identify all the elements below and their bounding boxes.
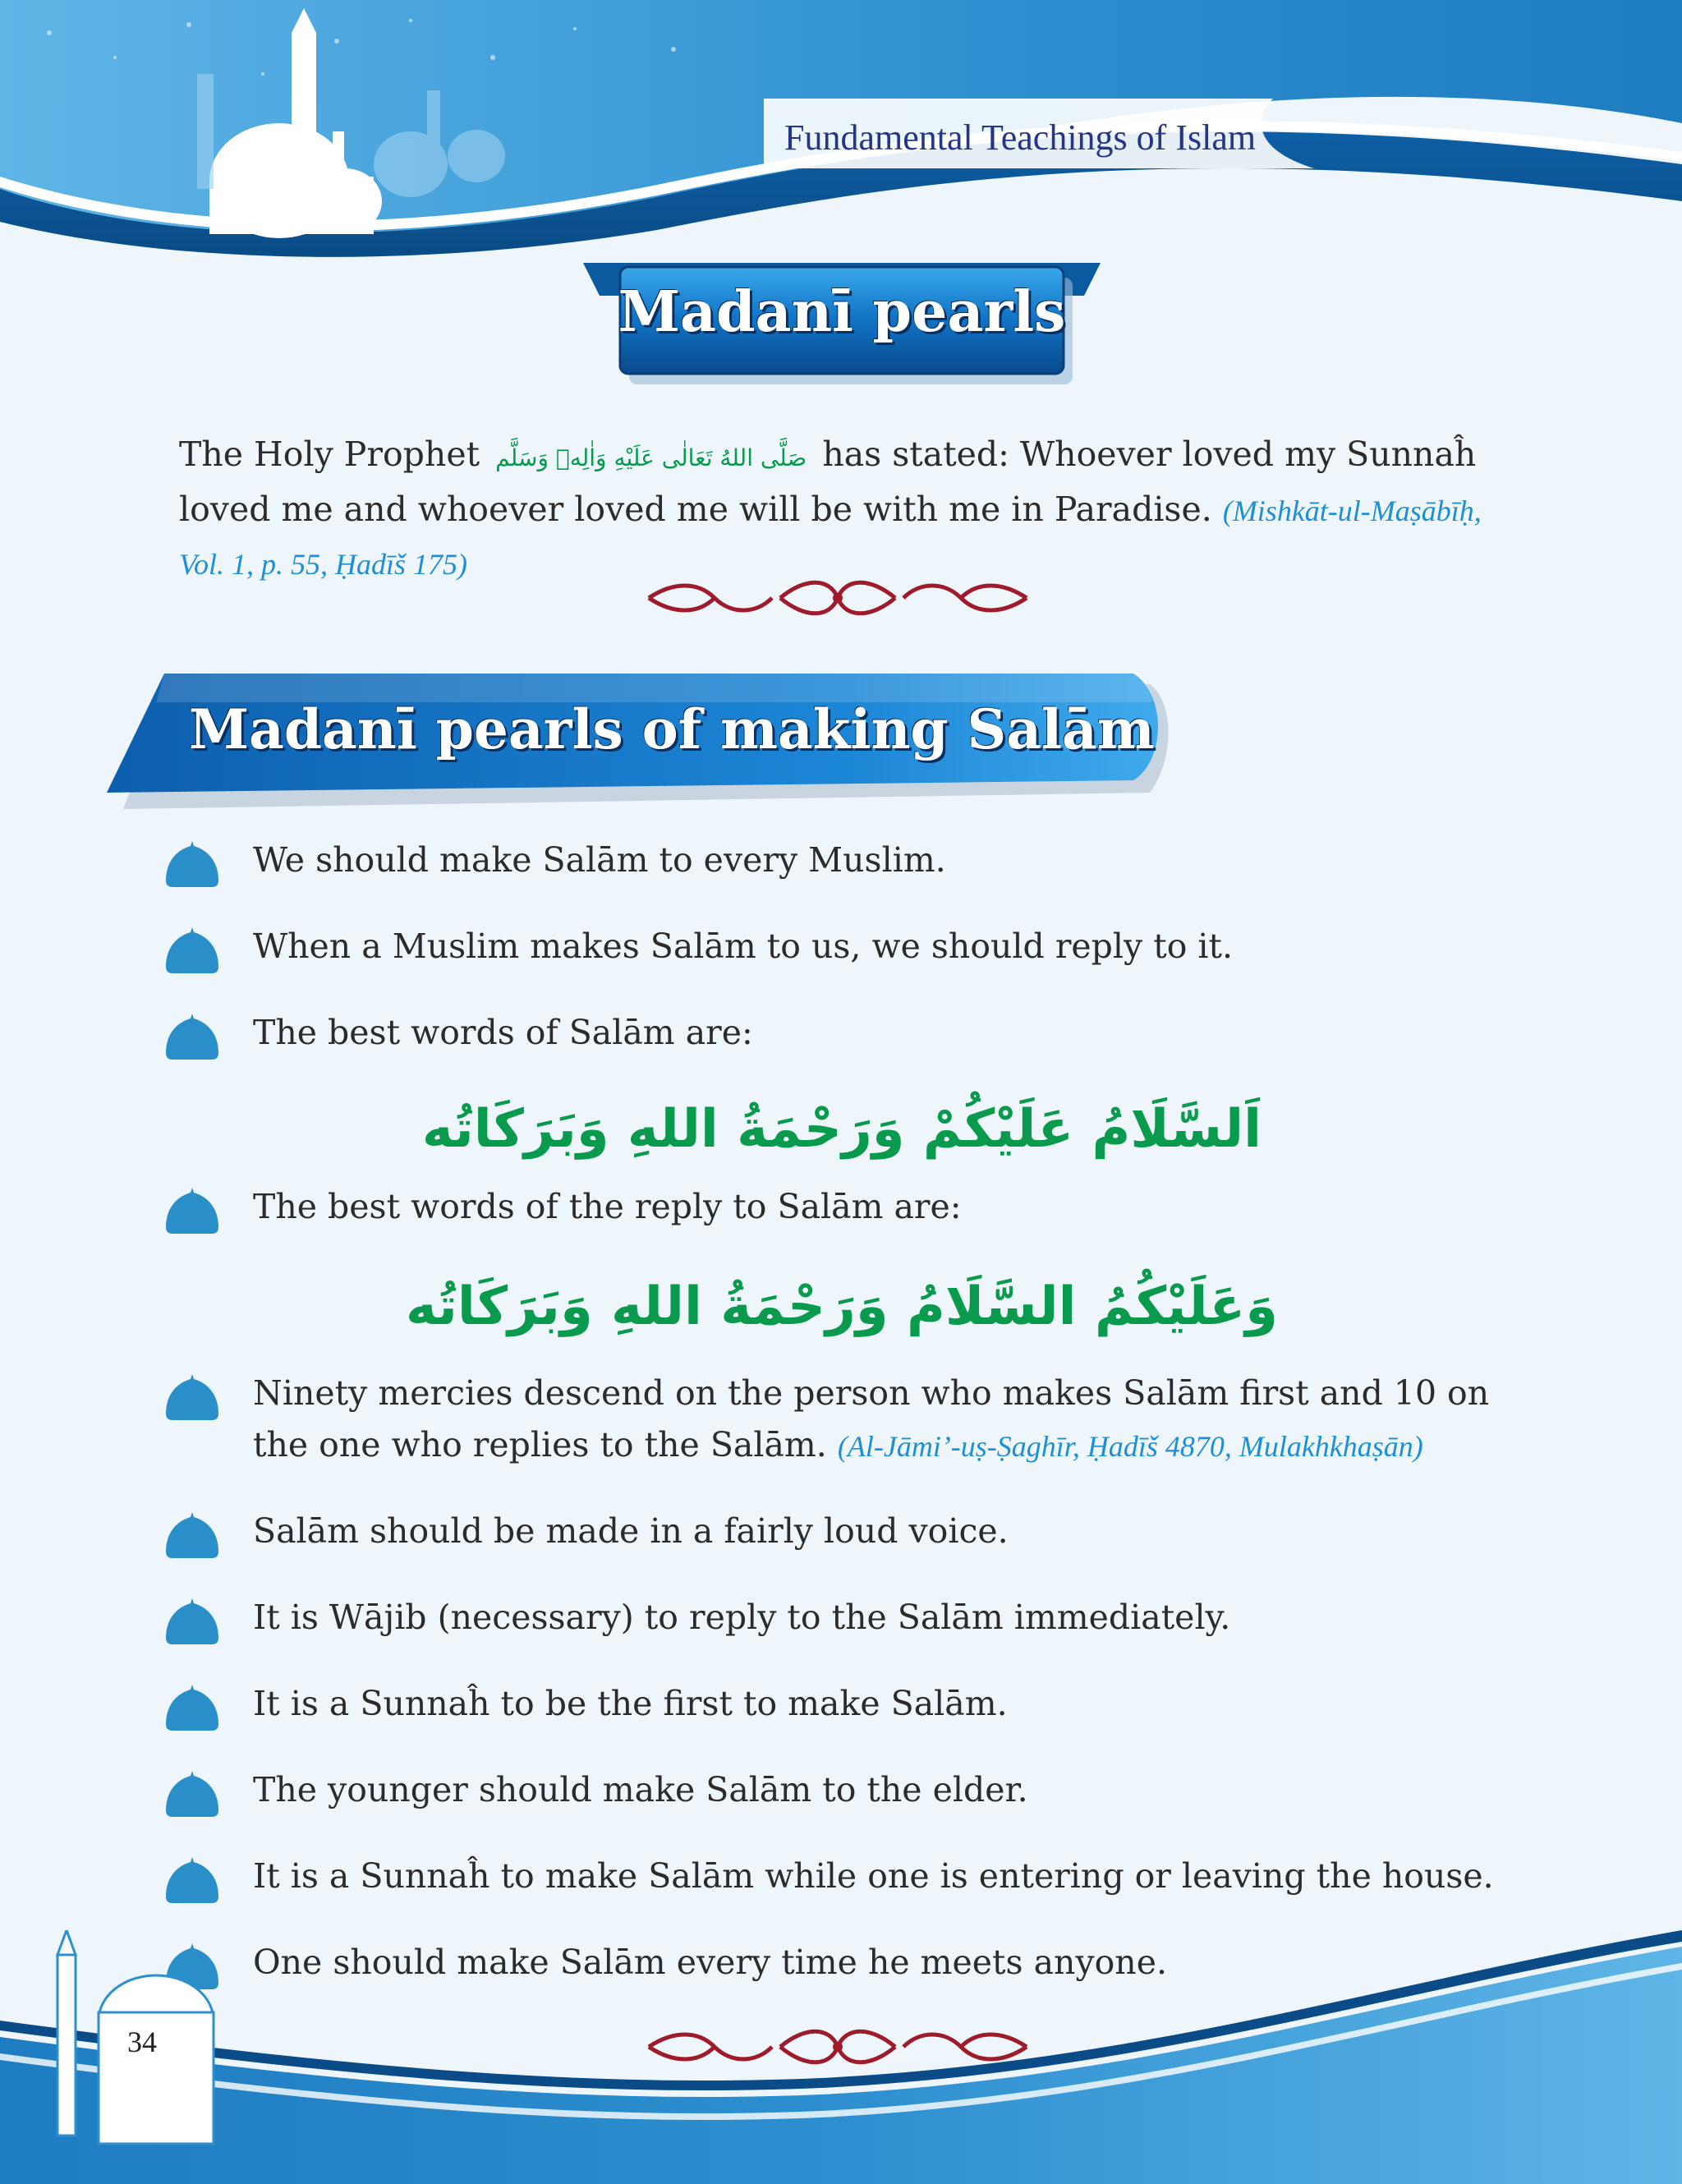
dome-bullet-icon [164,1510,220,1560]
list-item-body: Ninety mercies descend on the person who makes Salām first and 10 on the one who replies to the Salām. [253,1373,1490,1464]
list-item-reference: (Al-Jāmi’-uṣ-Ṣaghīr, Ḥadīš 4870, Mulakhkhaṣān) [837,1430,1423,1463]
floral-divider-icon [641,2022,1035,2071]
dome-bullet-icon [164,1186,220,1235]
intro-text-end: has stated: Whoever loved my Sunnaĥ loved me and whoever loved me will be with me in Paradise. [179,435,1477,529]
intro-text-start: The Holy Prophet [179,435,480,474]
arabic-salam-greeting: اَلسَّلَامُ عَلَيْكُمْ وَرَحْمَةُ اللهِ وَبَرَكَاتُه [421,1099,1262,1160]
arabic-salam-reply: وَعَلَيْكُمُ السَّلَامُ وَرَحْمَةُ اللهِ وَبَرَكَاتُه [406,1276,1278,1337]
section-title: Madanī pearls [618,279,1066,345]
list-item-text: When a Muslim makes Salām to us, we should reply to it. [253,926,1234,966]
list-item-text: It is a Sunnaĥ to be the first to make Salām. [253,1684,1008,1723]
list-item-text: Salām should be made in a fairly loud voice. [253,1511,1009,1551]
section-title: Madanī pearls of making Salām [189,697,1155,761]
list-item-text: The younger should make Salām to the elder. [253,1770,1028,1809]
list-item-text: It is a Sunnaĥ to make Salām while one is entering or leaving the house. [253,1856,1494,1896]
dome-bullet-icon [164,1372,220,1422]
list-item-text: It is Wājib (necessary) to reply to the Salām immediately. [253,1598,1231,1637]
dome-bullet-icon [164,1683,220,1732]
dome-bullet-icon [164,1012,220,1061]
list-item-text: One should make Salām every time he meets anyone. [253,1943,1168,1982]
list-item-text [253,1368,1534,1473]
intro-reference: (Mishkāt-ul-Maṣābīḥ, Vol. 1, p. 55, Ḥadīš 175) [179,494,1482,581]
page-number: 34 [127,2025,157,2058]
book-title: Fundamental Teachings of Islam [784,117,1257,158]
honorific-arabic: صَلَّى اللهُ تَعَالٰى عَلَيْهِ وَاٰلِهٖ وَسَلَّم [495,444,807,471]
dome-bullet-icon [164,926,220,975]
dome-bullet-icon [164,1597,220,1646]
floral-divider-icon [641,573,1035,623]
list-item-text: We should make Salām to every Muslim. [253,840,946,880]
intro-paragraph [179,429,1510,591]
list-item-text: The best words of the reply to Salām are: [253,1187,962,1226]
list-item-text: The best words of Salām are: [253,1013,753,1052]
dome-bullet-icon [164,1855,220,1905]
dome-bullet-icon [164,1769,220,1818]
dome-bullet-icon [164,839,220,889]
